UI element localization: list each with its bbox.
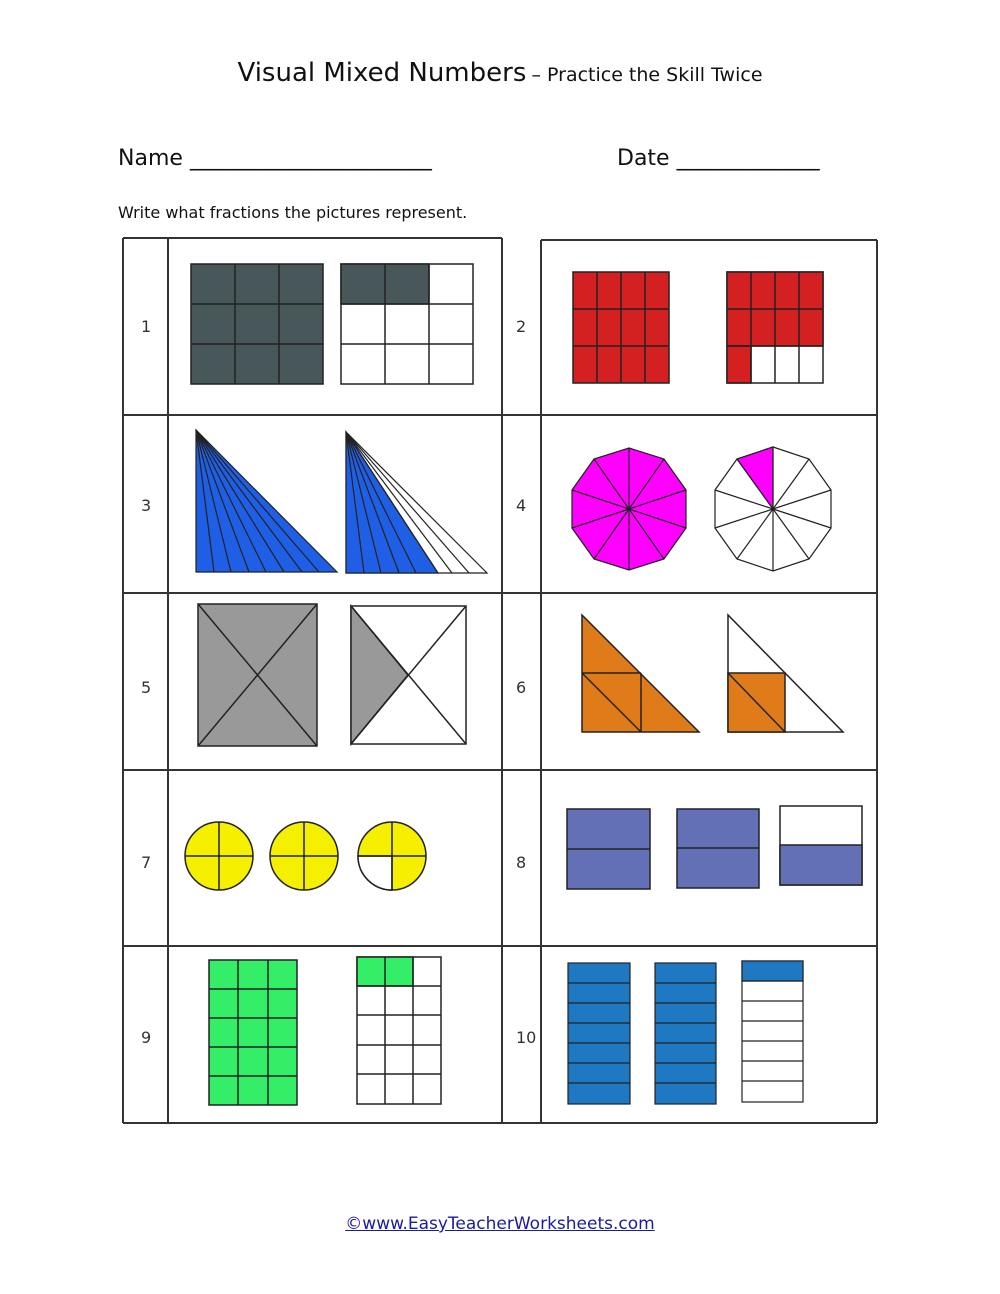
page-subtitle: – Practice the Skill Twice [531,64,763,86]
footer [0,1214,1000,1234]
problem-number: 4 [516,496,527,515]
figure-1 [191,264,473,384]
website-link[interactable]: ©www.EasyTeacherWorksheets.com [345,1214,655,1234]
figure-7 [185,822,426,890]
instructions: Write what fractions the pictures represent. [118,203,468,222]
figure-4 [572,447,831,571]
name-field: Name ______________________ [118,146,432,171]
problem-number: 10 [516,1028,537,1047]
problem-number: 6 [516,678,527,697]
problem-number: 1 [141,317,152,336]
page-title: Visual Mixed Numbers [237,58,527,88]
problem-number: 9 [141,1028,152,1047]
problem-number: 7 [141,853,152,872]
problem-number: 2 [516,317,527,336]
date-field: Date _____________ [617,146,820,171]
problem-number: 5 [141,678,152,697]
figure-5 [198,604,466,746]
figure-6 [582,615,843,732]
figure-8 [567,806,862,889]
problem-number: 3 [141,496,152,515]
figure-9 [209,957,441,1105]
problem-number: 8 [516,853,527,872]
figure-2 [573,272,823,383]
figure-10 [568,961,803,1104]
figure-3 [196,430,487,573]
